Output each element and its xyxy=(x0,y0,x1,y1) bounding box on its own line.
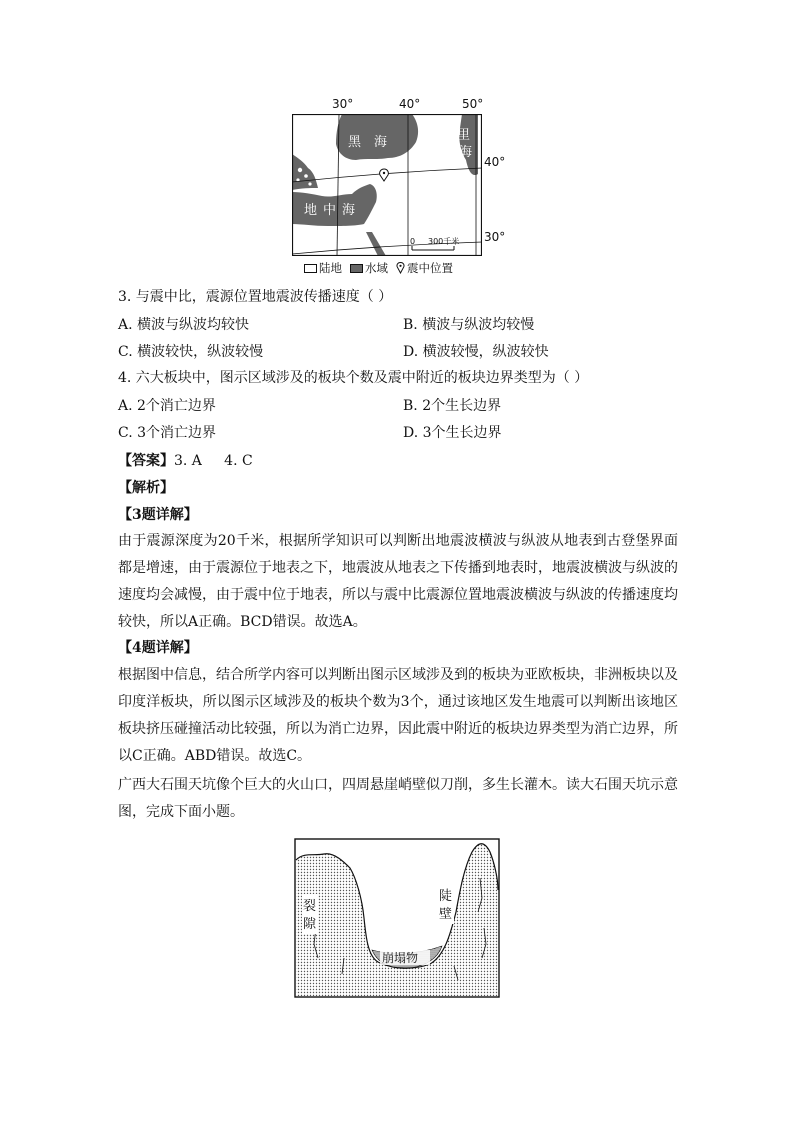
rock-body xyxy=(296,844,498,996)
q4-analysis-text: 根据图中信息，结合所学内容可以判断出图示区域涉及到的板块为亚欧板块，非洲板块以及印度洋板块，所以图示区域涉及的板块个数为3个，通过该地区发生地震可以判断出该地区板块挤压碰撞活动比较强，所以为消亡边界，因此震中附近的板块边界类型为消亡边界，所以C正确。ABD错误。故选C。 xyxy=(118,667,678,764)
map-legend xyxy=(304,260,457,276)
scale-label-300km: 300千米 xyxy=(428,237,460,246)
earthquake-map-figure xyxy=(292,93,506,283)
longitude-label-30: 30° xyxy=(332,97,354,111)
label-collapse-debris: 崩塌物 xyxy=(382,951,419,965)
red-sea xyxy=(366,232,386,256)
answer-line xyxy=(118,451,253,471)
latitude-label-30: 30° xyxy=(484,230,506,244)
q3-analysis-text: 由于震源深度为20千米，根据所学知识可以判断出地震波横波与纵波从地表到古登堡界面都是增速，由于震源位于地表之下，地震波从地表之下传播到地表时，地震波横波与纵波的速度均会减慢，由于震中位于地表，所以与震中比震源位置地震波横波与纵波的传播速度均较快，所以A正确。BCD错误。故选A。 xyxy=(118,533,678,630)
legend-water: 水域 xyxy=(365,261,388,275)
analysis-label: 【解析】 xyxy=(118,480,174,496)
scale-bar xyxy=(412,246,454,250)
map-label-zhong: 中 xyxy=(323,203,337,218)
aegean-sea xyxy=(292,154,318,190)
legend-land: 陆地 xyxy=(319,261,342,275)
sinkhole-intro: 广西大石围天坑像个巨大的火山口，四周悬崖峭壁似刀削，多生长灌木。读大石围天坑示意图，完成下面小题。 xyxy=(118,777,678,820)
map-label-hai-2: 海 xyxy=(459,145,473,160)
water-swatch-icon xyxy=(350,264,363,273)
question-3-option-a: A. 横波与纵波均较快 xyxy=(118,317,250,333)
map-label-li: 里 xyxy=(457,128,471,143)
epicenter-pin-icon xyxy=(396,262,405,274)
question-3-option-d: D. 横波较慢，纵波较快 xyxy=(403,344,549,360)
land-swatch-icon xyxy=(304,264,317,273)
question-4-option-a: A. 2个消亡边界 xyxy=(118,398,216,414)
question-4-option-b: B. 2个生长边界 xyxy=(403,398,502,414)
answer-value: 3. A 4. C xyxy=(174,453,253,469)
q3-analysis-heading: 【3题详解】 xyxy=(118,507,198,523)
latitude-label-40: 40° xyxy=(484,155,506,169)
epicenter-marker xyxy=(380,169,389,181)
label-cliff-2: 壁 xyxy=(439,907,453,922)
question-4-stem: 4. 六大板块中，图示区域涉及的板块个数及震中附近的板块边界类型为（ ） xyxy=(118,370,589,386)
sinkhole-diagram xyxy=(294,838,500,998)
scale-label-zero: 0 xyxy=(410,237,416,246)
longitude-label-40: 40° xyxy=(399,97,421,111)
map-drawing xyxy=(292,114,482,256)
answer-label: 【答案】 xyxy=(118,453,174,469)
map-label-hai-3: 海 xyxy=(342,203,356,218)
question-3-option-c: C. 横波较快，纵波较慢 xyxy=(118,344,264,360)
question-3-stem: 3. 与震中比，震源位置地震波传播速度（ ） xyxy=(118,289,393,305)
map-label-hei: 黑 xyxy=(348,135,362,150)
question-4-option-c: C. 3个消亡边界 xyxy=(118,425,217,441)
q4-analysis-heading: 【4题详解】 xyxy=(118,640,198,656)
label-cliff-1: 陡 xyxy=(439,889,453,904)
legend-epicenter: 震中位置 xyxy=(407,261,453,275)
label-crack-1: 裂 xyxy=(303,899,317,914)
label-crack-2: 隙 xyxy=(303,917,317,932)
longitude-label-50: 50° xyxy=(462,97,484,111)
question-3-option-b: B. 横波与纵波均较慢 xyxy=(403,317,535,333)
question-4-option-d: D. 3个生长边界 xyxy=(403,425,502,441)
map-label-hai-1: 海 xyxy=(374,135,388,150)
map-label-di: 地 xyxy=(304,203,318,218)
